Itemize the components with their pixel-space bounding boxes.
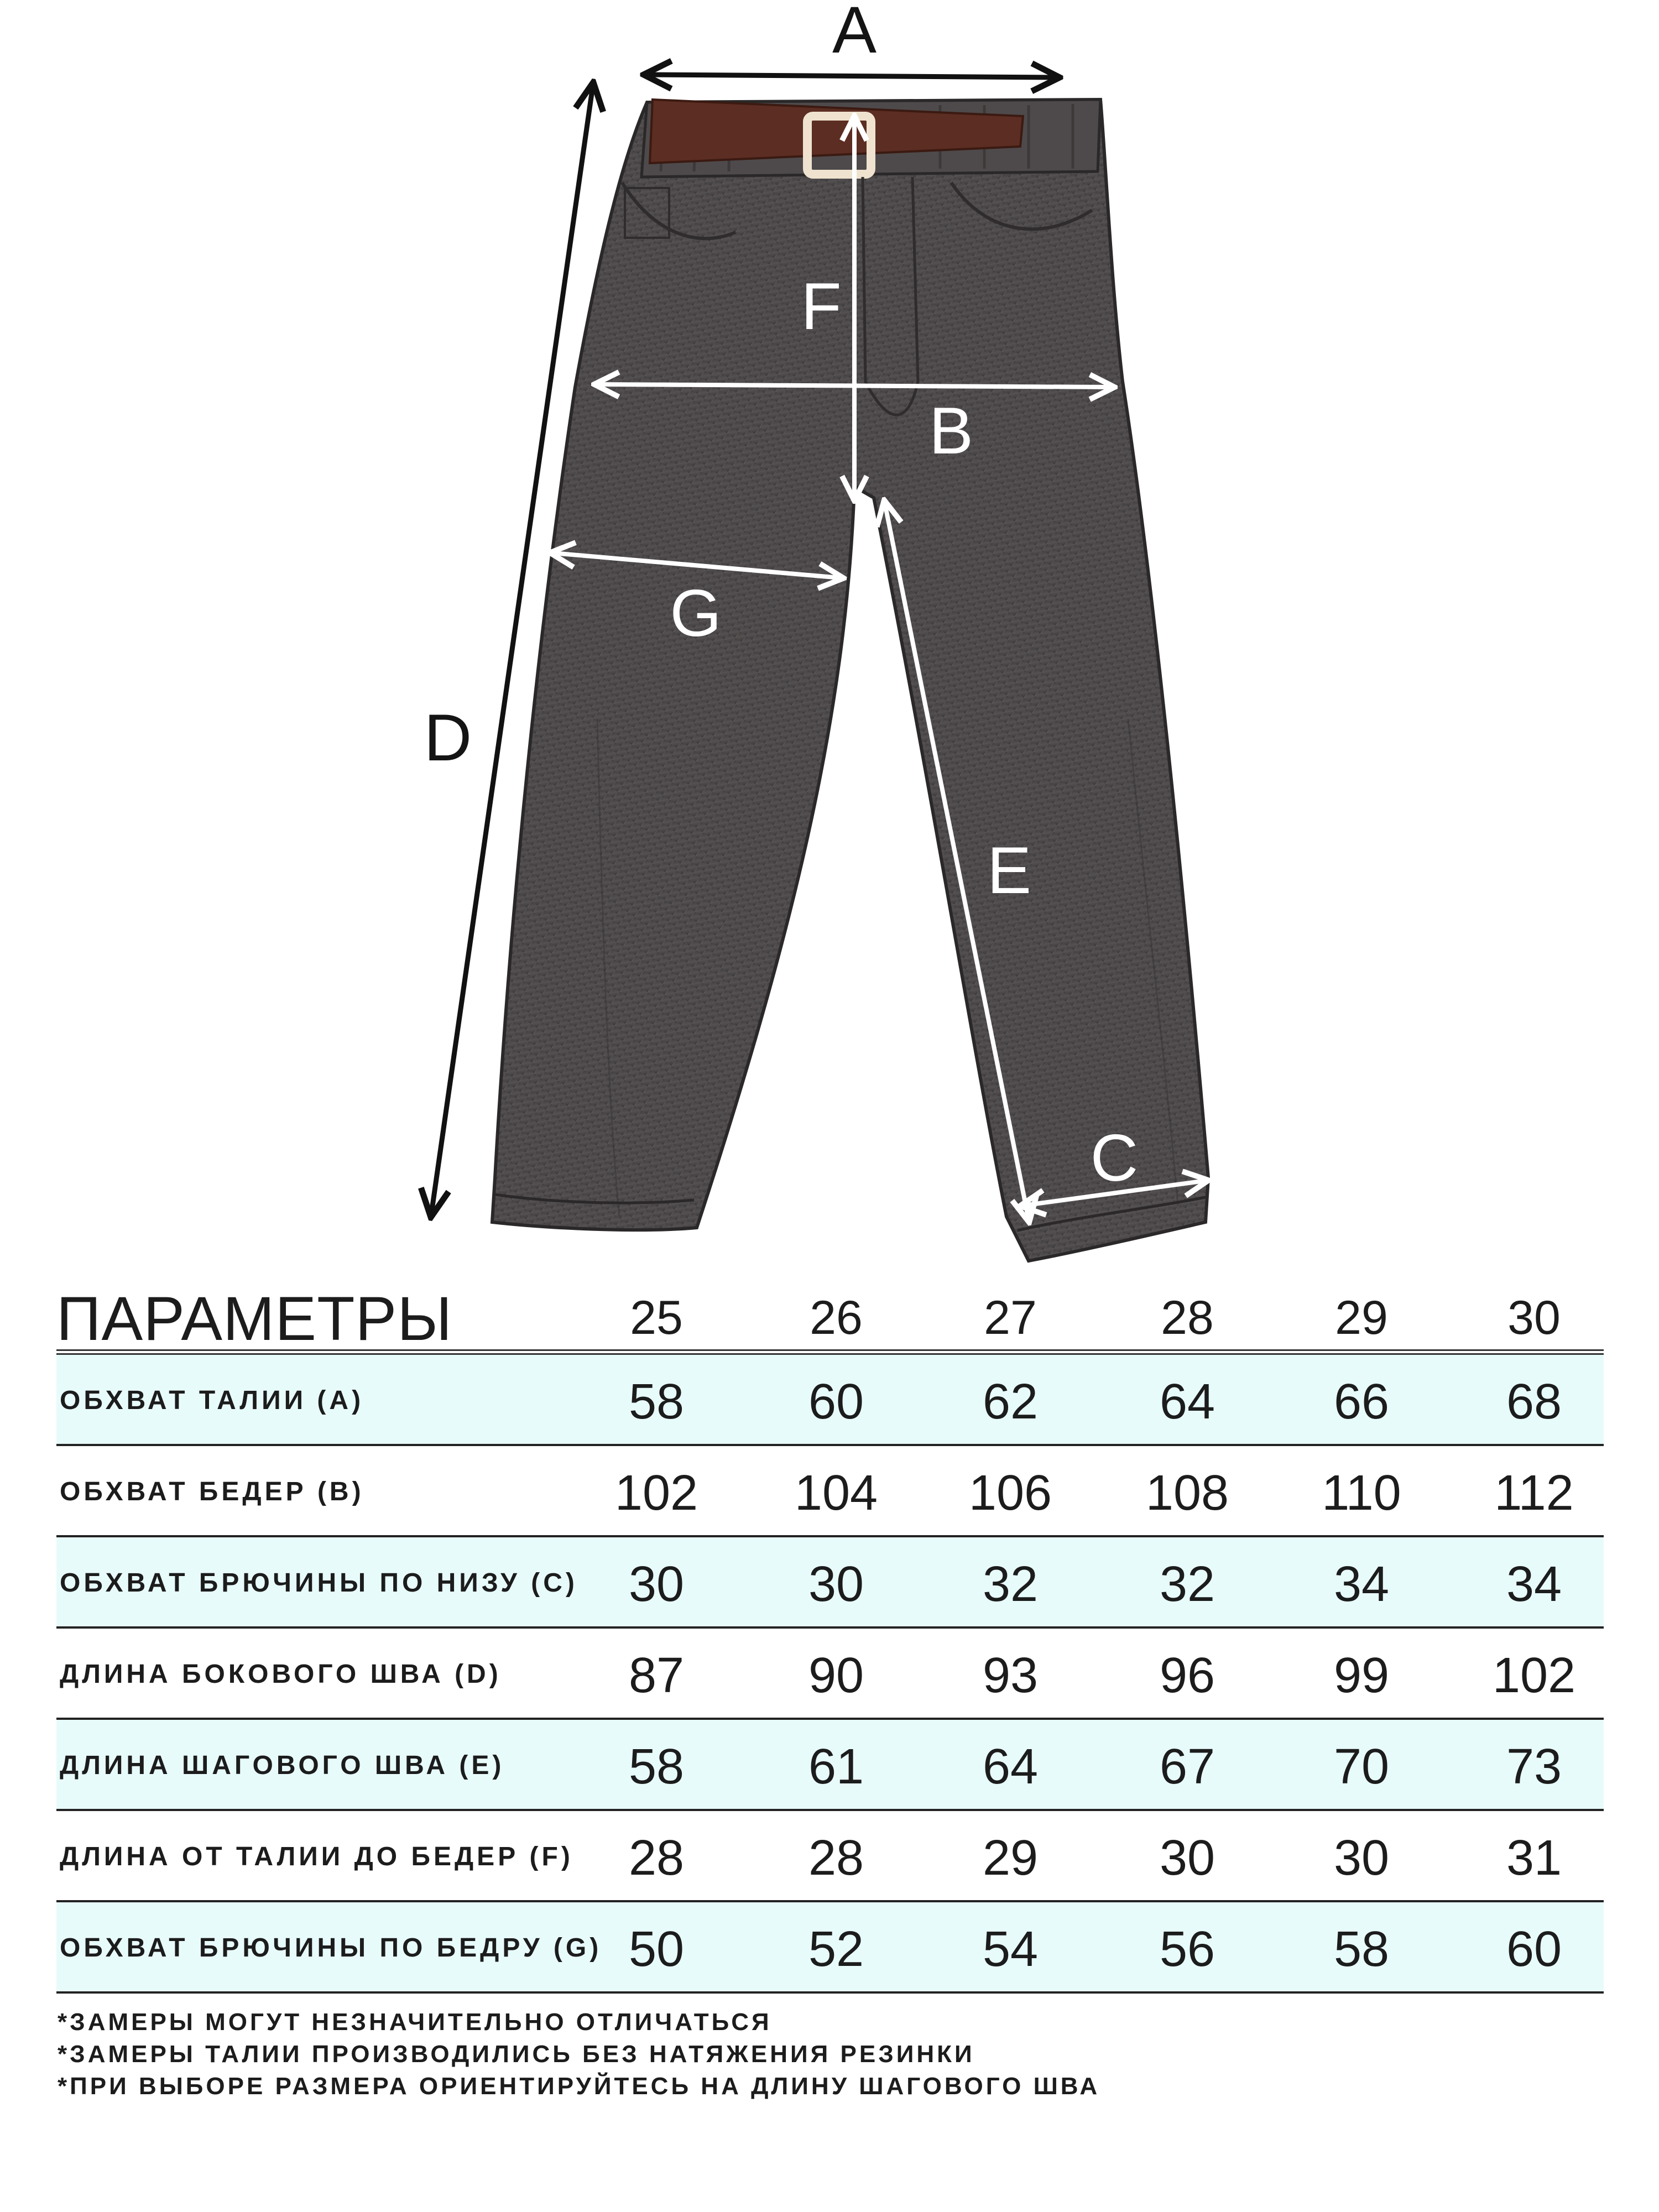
table-cell: 58 (1333, 1922, 1390, 1977)
table-cell: 66 (1333, 1374, 1390, 1430)
table-cell: 102 (614, 1465, 698, 1521)
label-g: G (670, 576, 722, 650)
row-label: ДЛИНА БОКОВОГО ШВА (D) (60, 1660, 502, 1689)
label-a: A (832, 0, 877, 67)
label-b: B (928, 394, 974, 468)
table-cell: 61 (808, 1739, 864, 1794)
label-e: E (987, 833, 1032, 907)
size-header: 30 (1507, 1291, 1561, 1344)
table-cell: 56 (1159, 1922, 1215, 1977)
jeans-shape (492, 100, 1208, 1261)
table-cell: 28 (628, 1830, 685, 1886)
table-row (56, 1720, 1604, 1811)
table-cell: 32 (982, 1557, 1039, 1612)
table-cell: 58 (628, 1374, 685, 1430)
table-cell: 68 (1506, 1374, 1562, 1430)
size-header: 26 (810, 1291, 863, 1344)
table-row (56, 1811, 1604, 1902)
table-cell: 112 (1494, 1465, 1574, 1521)
table-cell: 70 (1333, 1739, 1390, 1794)
jeans-illustration (492, 100, 1208, 1261)
table-cell: 102 (1492, 1648, 1576, 1703)
size-header: 27 (984, 1291, 1037, 1344)
table-cell: 30 (808, 1557, 864, 1612)
arrow-b (597, 384, 1112, 387)
table-cell: 30 (1333, 1830, 1390, 1886)
table-cell: 32 (1159, 1557, 1215, 1612)
table-cell: 73 (1506, 1739, 1562, 1794)
table-cell: 52 (808, 1922, 864, 1977)
table-cell: 90 (808, 1648, 864, 1703)
size-header: 29 (1335, 1291, 1388, 1344)
table-cell: 110 (1322, 1465, 1401, 1521)
row-label: ДЛИНА ШАГОВОГО ШВА (E) (60, 1751, 505, 1780)
footnotes (58, 2006, 1495, 2103)
table-cell: 58 (628, 1739, 685, 1794)
row-label: ДЛИНА ОТ ТАЛИИ ДО БЕДЕР (F) (60, 1842, 573, 1871)
table-cell: 93 (982, 1648, 1039, 1703)
table-cell: 31 (1506, 1830, 1562, 1886)
table-cell: 64 (982, 1739, 1039, 1794)
row-label: ОБХВАТ БРЮЧИНЫ ПО НИЗУ (C) (60, 1568, 578, 1598)
table-cell: 28 (808, 1830, 864, 1886)
arrow-a (647, 75, 1056, 77)
table-header (56, 1272, 1604, 1355)
table-cell: 87 (628, 1648, 685, 1703)
table-cell: 30 (1159, 1830, 1215, 1886)
footnote: *ПРИ ВЫБОРЕ РАЗМЕРА ОРИЕНТИРУЙТЕСЬ НА ДЛИНУ ШАГОВОГО ШВА (58, 2073, 1100, 2100)
table-cell: 99 (1333, 1648, 1390, 1703)
table-cell: 54 (982, 1922, 1039, 1977)
table-cell: 60 (808, 1374, 864, 1430)
table-row (56, 1537, 1604, 1629)
row-label: ОБХВАТ БЕДЕР (B) (60, 1477, 364, 1506)
table-cell: 108 (1145, 1465, 1229, 1521)
table-row (56, 1446, 1604, 1537)
label-c: C (1090, 1121, 1139, 1195)
table-cell: 104 (794, 1465, 878, 1521)
table-cell: 30 (628, 1557, 685, 1612)
size-table (56, 1272, 1604, 1994)
table-cell: 96 (1159, 1648, 1215, 1703)
table-cell: 64 (1159, 1374, 1215, 1430)
footnote: *ЗАМЕРЫ ТАЛИИ ПРОИЗВОДИЛИСЬ БЕЗ НАТЯЖЕНИЯ РЕЗИНКИ (58, 2041, 975, 2068)
label-f: F (801, 269, 842, 343)
table-cell: 34 (1506, 1557, 1562, 1612)
table-row (56, 1355, 1604, 1446)
table-cell: 62 (982, 1374, 1039, 1430)
size-header: 28 (1161, 1291, 1214, 1344)
table-row (56, 1902, 1604, 1994)
table-row (56, 1629, 1604, 1720)
label-d: D (424, 701, 472, 775)
footnote: *ЗАМЕРЫ МОГУТ НЕЗНАЧИТЕЛЬНО ОТЛИЧАТЬСЯ (58, 2008, 772, 2036)
table-cell: 29 (982, 1830, 1039, 1886)
table-cell: 34 (1333, 1557, 1390, 1612)
row-label: ОБХВАТ БРЮЧИНЫ ПО БЕДРУ (G) (60, 1933, 602, 1963)
size-header: 25 (630, 1291, 683, 1344)
table-cell: 50 (628, 1922, 685, 1977)
row-label: ОБХВАТ ТАЛИИ (А) (60, 1386, 364, 1415)
table-cell: 67 (1159, 1739, 1215, 1794)
table-cell: 60 (1506, 1922, 1562, 1977)
table-cell: 106 (968, 1465, 1052, 1521)
table-title: ПАРАМЕТРЫ (56, 1284, 453, 1353)
